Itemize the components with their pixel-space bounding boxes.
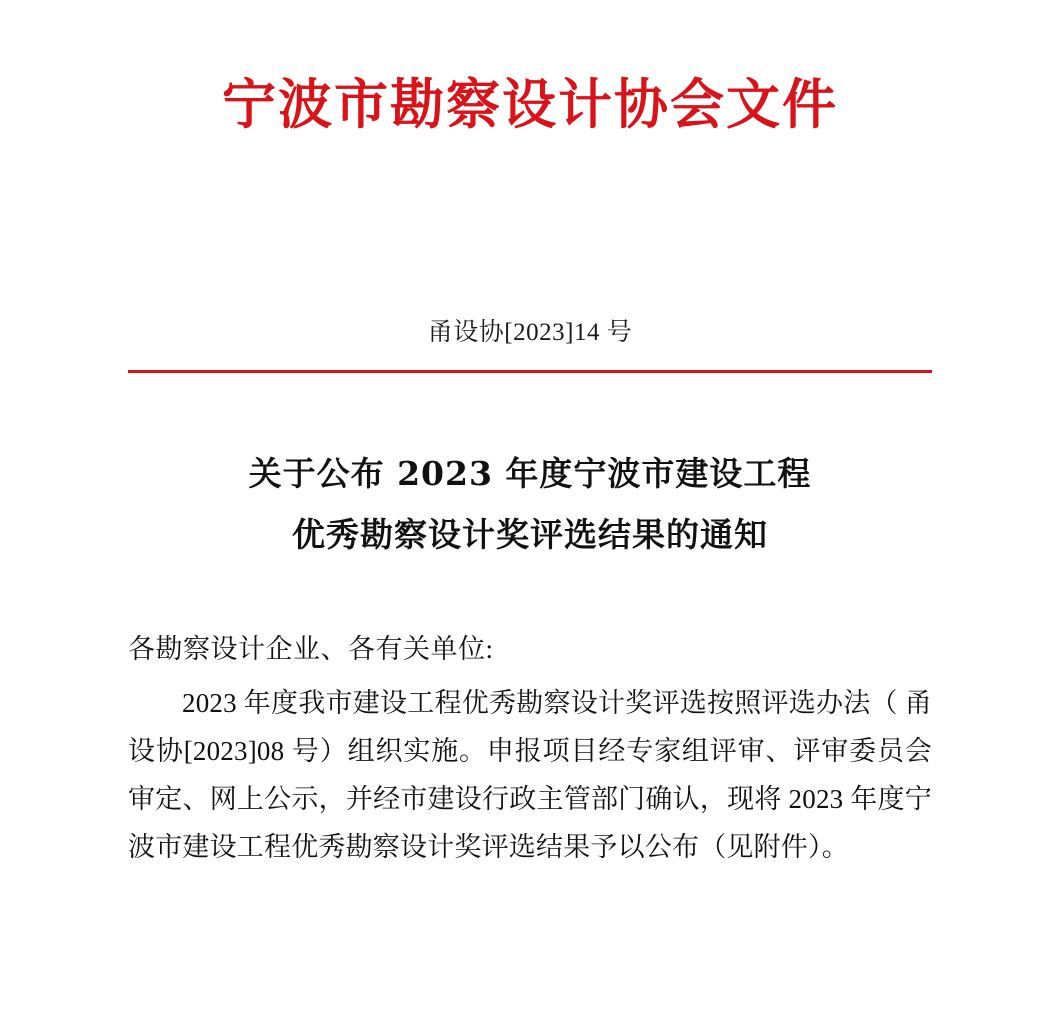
document-number: 甬设协[2023]14 号 <box>427 318 633 346</box>
body-text <box>128 679 932 871</box>
red-divider-rule <box>128 370 932 373</box>
document-page <box>0 72 1060 1016</box>
notice-title <box>128 443 932 565</box>
salutation: 各勘察设计企业、各有关单位: <box>128 633 494 664</box>
body-paragraph: 2023 年度我市建设工程优秀勘察设计奖评选按照评选办法（ 甬设协[2023]08 号）组织实施。申报项目经专家组评审、评审委员会审定、网上公示，并经市建设行政主管部门确认，现将 2023 年度宁波市建设工程优秀勘察设计奖评选结果予以公布（见附件）。 <box>128 687 932 862</box>
notice-title-line-1: 关于公布 2023 年度宁波市建设工程 <box>248 453 812 493</box>
document-header-title: 宁波市勘察设计协会文件 <box>222 72 838 136</box>
notice-title-line-2: 优秀勘察设计奖评选结果的通知 <box>292 514 768 554</box>
